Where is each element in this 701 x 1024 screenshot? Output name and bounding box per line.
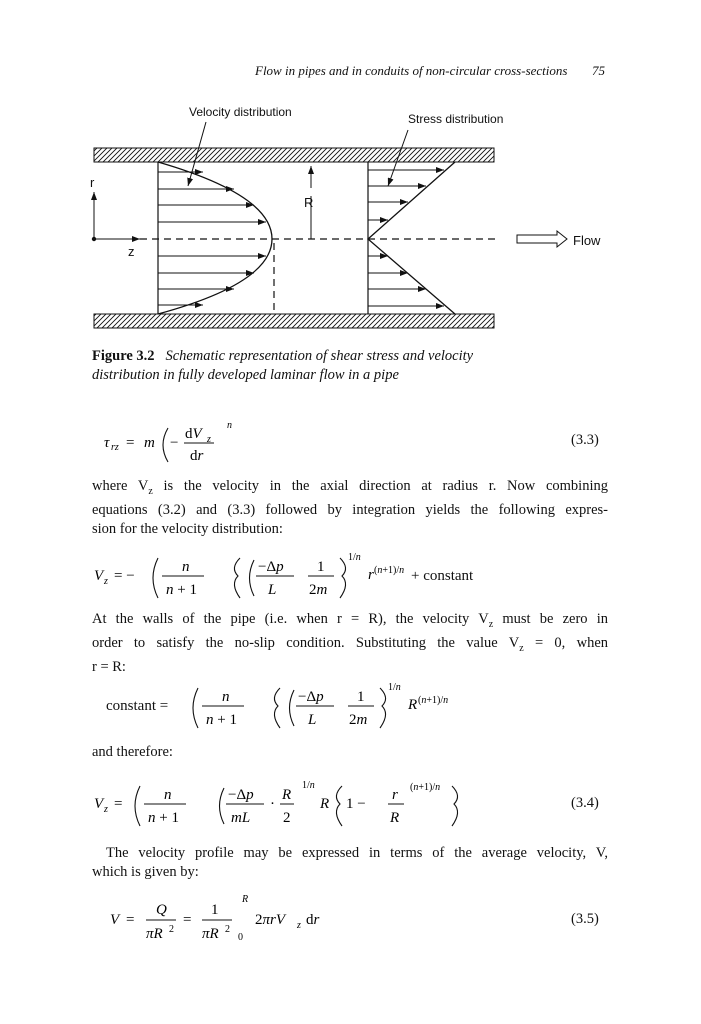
svg-text:(n+1)/n: (n+1)/n (410, 782, 441, 793)
svg-text:−Δp: −Δp (258, 559, 284, 575)
svg-text:0: 0 (238, 932, 243, 943)
svg-text:V: V (94, 796, 104, 812)
para1-line1-rest: is the velocity in the axial direction at radius r. Now combining (152, 478, 608, 494)
para1-line3: sion for the velocity distribution: (92, 520, 283, 537)
svg-text:z: z (207, 434, 211, 445)
equation-3-5 (90, 890, 350, 946)
stress-arrows (368, 170, 444, 306)
velocity-distribution-label: Velocity distribution (189, 105, 292, 119)
svg-text:R: R (320, 796, 330, 812)
paragraph-1 (92, 477, 608, 539)
para1-line1: where V (92, 478, 149, 494)
flow-label: Flow (573, 233, 601, 248)
svg-text:m: m (144, 435, 155, 451)
pipe-flow-diagram (0, 0, 701, 340)
running-header: Flow in pipes and in conduits of non-circular cross-sections (255, 63, 568, 78)
svg-text:Q: Q (156, 902, 167, 918)
axis-z-label: z (128, 244, 135, 259)
svg-text:2: 2 (225, 924, 230, 935)
figure-caption-line2: distribution in fully developed laminar flow in a pipe (92, 367, 399, 383)
paragraph-4 (92, 844, 608, 882)
constant-term: + constant (411, 568, 474, 584)
stress-profile (368, 162, 455, 314)
svg-text:= −: = − (114, 568, 135, 584)
svg-text:z: z (104, 576, 108, 587)
svg-text:n + 1: n + 1 (206, 712, 237, 728)
svg-text:πR: πR (202, 926, 219, 942)
svg-text:2m: 2m (309, 582, 328, 598)
svg-text:2m: 2m (349, 712, 368, 728)
svg-text:1/n: 1/n (348, 552, 361, 563)
flow-arrow (517, 231, 567, 247)
svg-text:2: 2 (169, 924, 174, 935)
para2-sub1: z (488, 618, 494, 630)
paragraph-3: and therefore: (92, 744, 173, 760)
equation-3-4 (90, 774, 490, 830)
svg-text:L: L (308, 712, 317, 728)
para2-line1-rest: must be zero in (493, 611, 608, 627)
svg-text:n + 1: n + 1 (166, 582, 197, 598)
paragraph-2 (92, 610, 608, 677)
svg-text:(n+1)/n: (n+1)/n (418, 695, 449, 706)
bottom-pipe-wall (94, 314, 494, 328)
axis-r-label: r (90, 175, 95, 190)
svg-text:1/n: 1/n (302, 780, 315, 791)
para2-line2-rest: = 0, when (523, 634, 608, 651)
para4-line1: The velocity profile may be expressed in terms of the average velocity, V, (106, 845, 608, 861)
svg-text:2: 2 (283, 810, 291, 826)
svg-text:−: − (170, 435, 179, 451)
velocity-profile-curve (158, 162, 272, 314)
svg-text:1/n: 1/n (388, 682, 401, 693)
equation-3-3 (90, 412, 290, 468)
svg-text:n: n (164, 787, 172, 803)
svg-text:=: = (126, 912, 135, 928)
svg-text:=: = (114, 796, 123, 812)
svg-text:n + 1: n + 1 (148, 810, 179, 826)
para2-sub2: z (519, 642, 524, 654)
svg-text:dV: dV (185, 426, 202, 442)
figure-caption-number: Figure 3.2 (92, 348, 155, 364)
svg-text:V: V (110, 912, 120, 928)
equation-number-3-5: (3.5) (571, 911, 599, 927)
svg-text:τ: τ (104, 435, 110, 451)
equation-constant (186, 676, 486, 732)
svg-text:z: z (297, 920, 301, 931)
para1-sub: z (148, 485, 153, 497)
svg-text:dr: dr (306, 912, 320, 928)
figure-caption-line1: Schematic representation of shear stress and velocity (165, 348, 474, 364)
svg-text:n: n (182, 559, 190, 575)
para4-line2: which is given by: (92, 864, 199, 880)
svg-text:V: V (94, 568, 104, 584)
svg-text:r: r (368, 567, 374, 583)
constant-lhs: constant = (106, 698, 169, 714)
svg-text:R: R (408, 697, 418, 713)
radius-R-label: R (304, 195, 314, 210)
svg-text:z: z (104, 804, 108, 815)
svg-text:πR: πR (146, 926, 163, 942)
svg-text:1: 1 (211, 902, 219, 918)
svg-text:R: R (242, 894, 249, 905)
svg-text:R: R (390, 810, 400, 826)
svg-text:=: = (183, 912, 192, 928)
svg-text:dr: dr (190, 448, 204, 464)
para2-line3: r = R: (92, 658, 126, 675)
equation-number-3-4: (3.4) (571, 795, 599, 811)
svg-text:n: n (222, 689, 230, 705)
svg-text:·: · (270, 796, 275, 812)
svg-text:mL: mL (231, 810, 251, 826)
svg-text:n: n (227, 420, 232, 431)
svg-text:L: L (268, 582, 277, 598)
svg-text:(n+1)/n: (n+1)/n (374, 565, 405, 576)
svg-text:r: r (392, 787, 398, 803)
para1-line2: equations (3.2) and (3.3) followed by integration yields the following expres- (92, 501, 608, 518)
svg-text:=: = (126, 435, 135, 451)
top-pipe-wall (94, 148, 494, 162)
figure-caption (92, 347, 473, 385)
stress-distribution-label: Stress distribution (408, 112, 504, 126)
svg-text:1: 1 (317, 559, 325, 575)
svg-text:1: 1 (357, 689, 365, 705)
svg-text:−Δp: −Δp (228, 787, 254, 803)
svg-text:2πrV: 2πrV (255, 912, 286, 928)
page-number: 75 (592, 63, 605, 78)
para2-line1: At the walls of the pipe (i.e. when r = R), the velocity V (92, 611, 489, 627)
svg-text:R: R (282, 787, 292, 803)
svg-text:−Δp: −Δp (298, 689, 324, 705)
svg-text:1 −: 1 − (346, 796, 366, 812)
svg-text:rz: rz (111, 442, 119, 453)
para2-line2: order to satisfy the no-slip condition. Substituting the value V (92, 634, 520, 651)
figure-3-2 (0, 0, 701, 340)
equation-number-3-3: (3.3) (571, 432, 599, 448)
